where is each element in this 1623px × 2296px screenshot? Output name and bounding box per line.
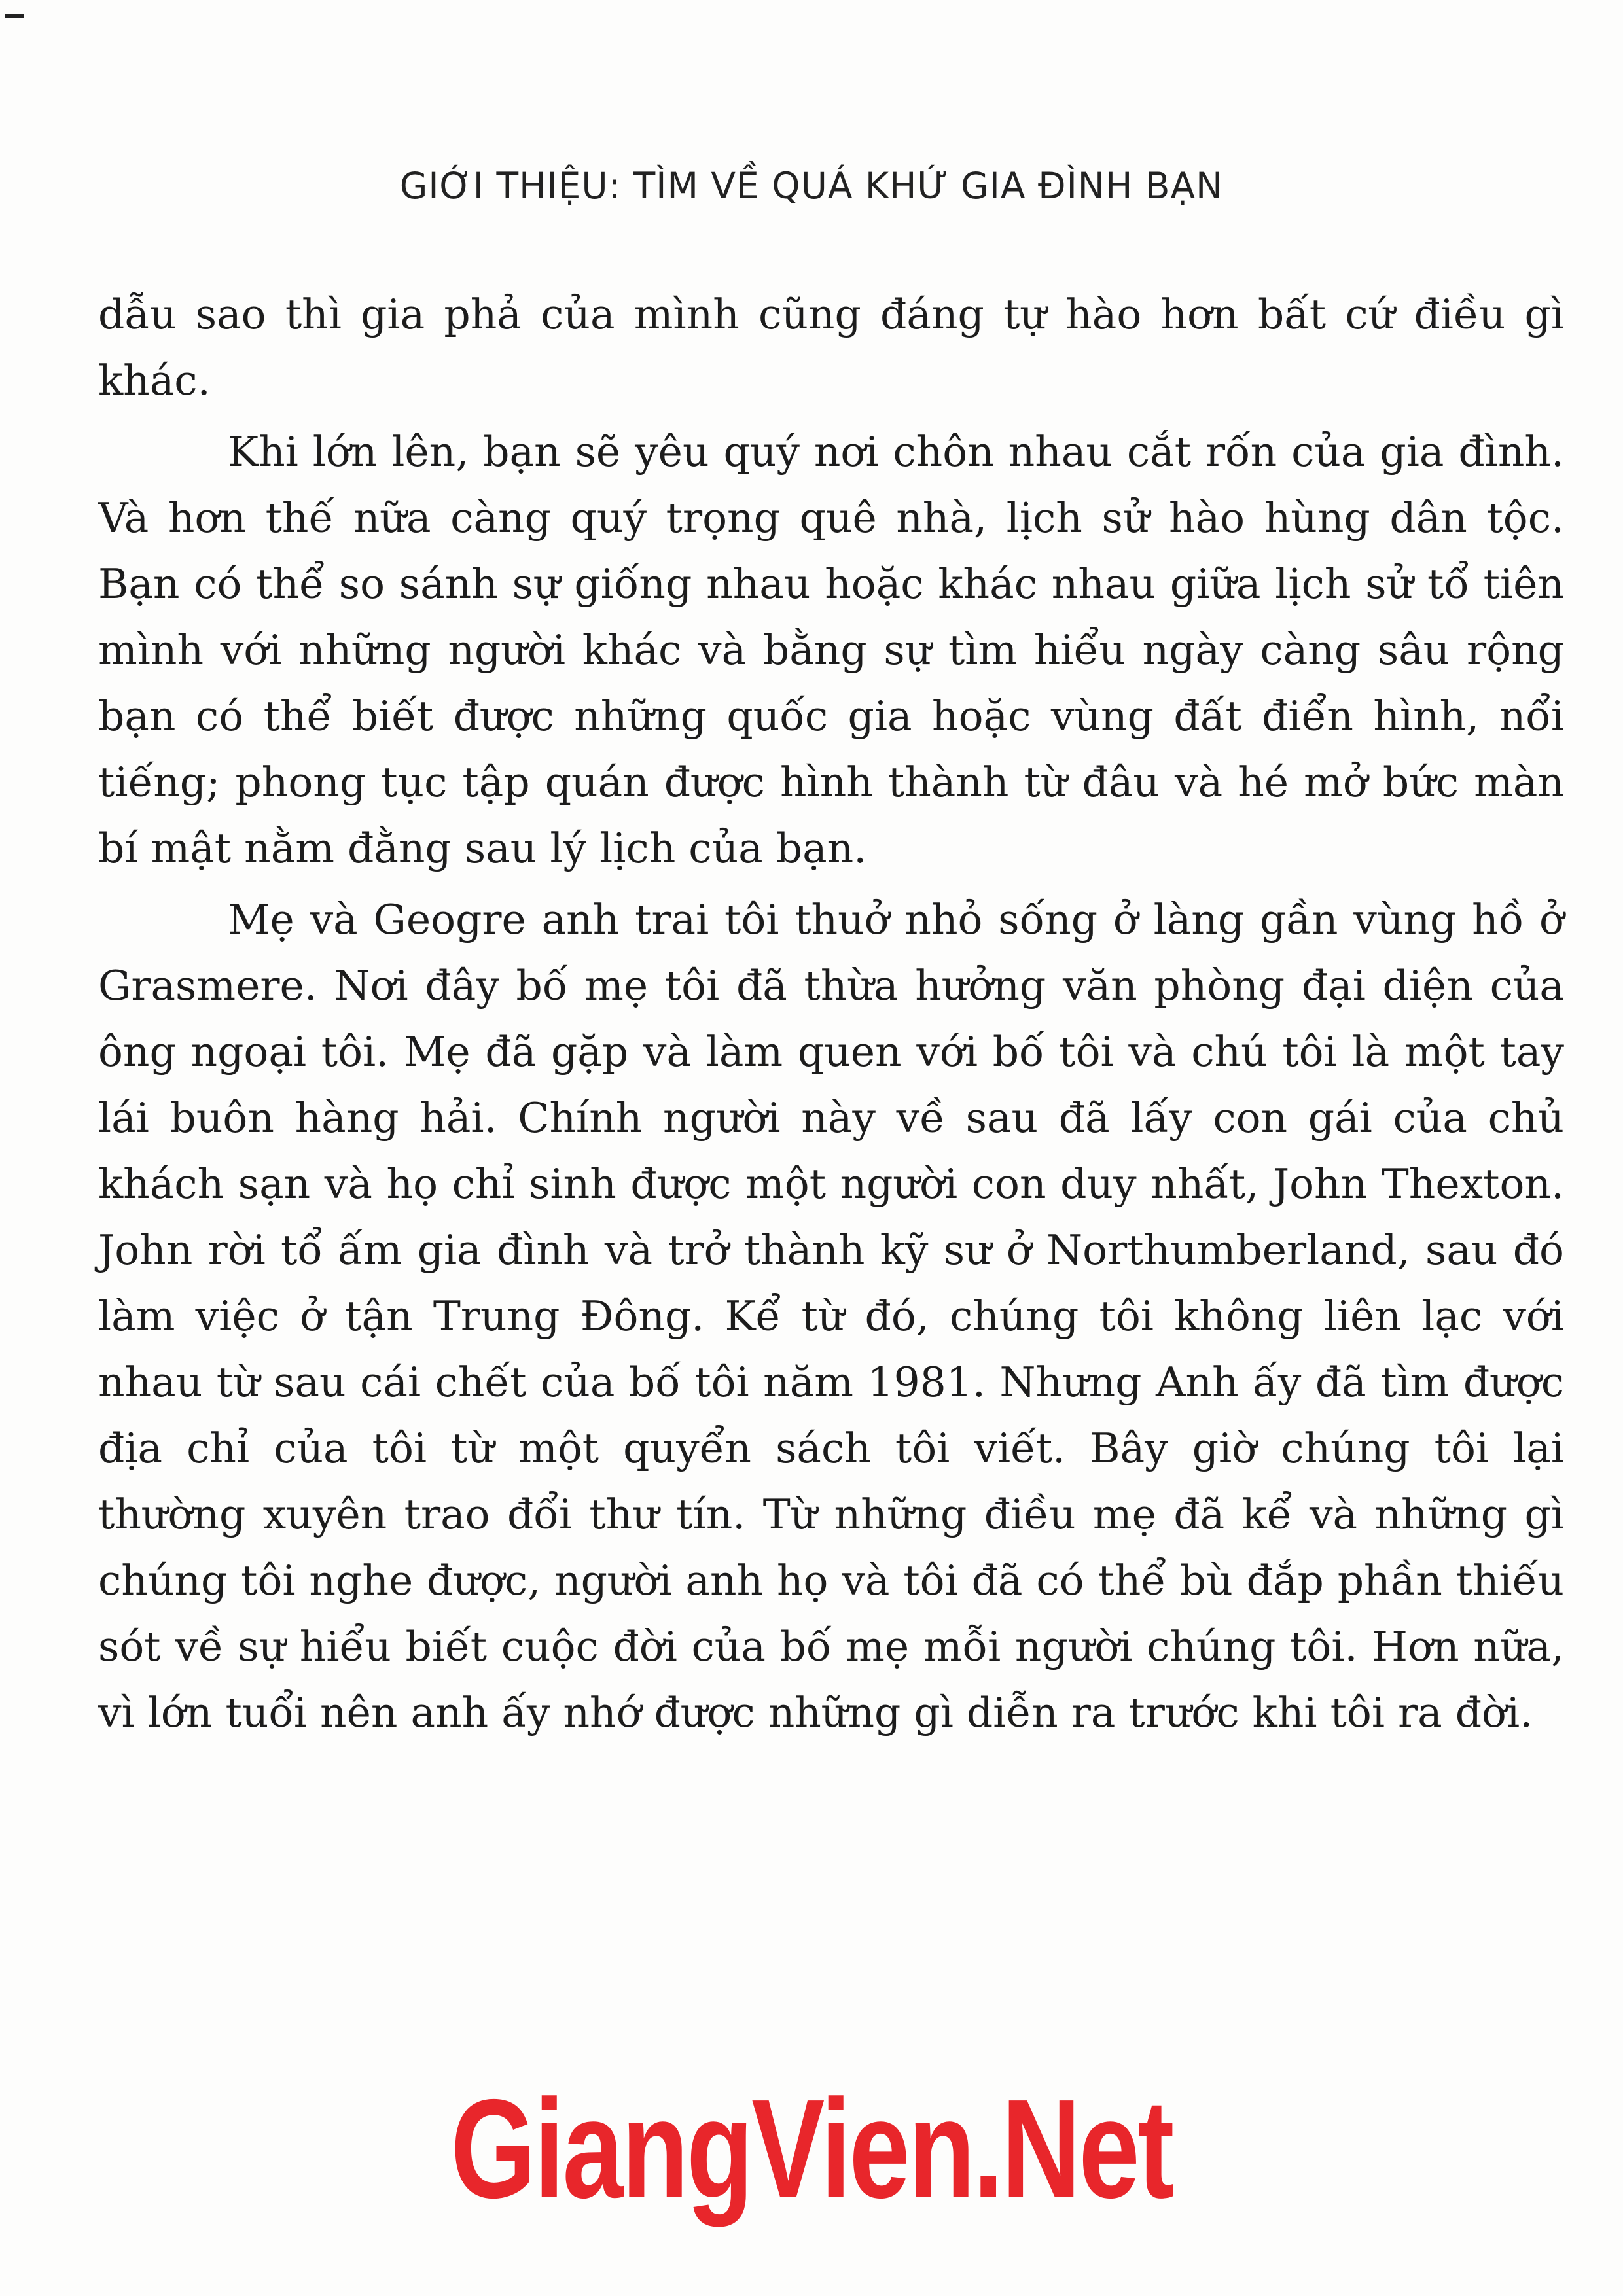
- body-text: [98, 281, 1564, 1746]
- scan-corner-mark: [5, 14, 24, 18]
- paragraph-continued: dẫu sao thì gia phả của mình cũng đáng tự hào hơn bất cứ điều gì khác.: [98, 291, 1564, 404]
- running-header: GIỚI THIỆU: TÌM VỀ QUÁ KHỨ GIA ĐÌNH BẠN: [399, 165, 1224, 207]
- paragraph: Mẹ và Geogre anh trai tôi thuở nhỏ sống ở làng gần vùng hồ ở Grasmere. Nơi đây bố mẹ tôi đã thừa hưởng văn phòng đại diện của ông ngoại tôi. Mẹ đã gặp và làm quen với bố tôi và chú tôi là một tay lái buôn hàng hải. Chính người này về sau đã lấy con gái của chủ khách sạn và họ chỉ sinh được một người con duy nhất, John Thexton. John rời tổ ấm gia đình và trở thành kỹ sư ở Northumberland, sau đó làm việc ở tận Trung Đông. Kể từ đó, chúng tôi không liên lạc với nhau từ sau cái chết của bố tôi năm 1981. Nhưng Anh ấy đã tìm được địa chỉ của tôi từ một quyển sách tôi viết. Bây giờ chúng tôi lại thường xuyên trao đổi thư tín. Từ những điều mẹ đã kể và những gì chúng tôi nghe được, người anh họ và tôi đã có thể bù đắp phần thiếu sót về sự hiểu biết cuộc đời của bố mẹ mỗi người chúng tôi. Hơn nữa, vì lớn tuổi nên anh ấy nhớ được những gì diễn ra trước khi tôi ra đời.: [98, 896, 1564, 1737]
- paragraph: Khi lớn lên, bạn sẽ yêu quý nơi chôn nhau cắt rốn của gia đình. Và hơn thế nữa càng quý trọng quê nhà, lịch sử hào hùng dân tộc. Bạn có thể so sánh sự giống nhau hoặc khác nhau giữa lịch sử tổ tiên mình với những người khác và bằng sự tìm hiểu ngày càng sâu rộng bạn có thể biết được những quốc gia hoặc vùng đất điển hình, nổi tiếng; phong tục tập quán được hình thành từ đâu và hé mở bức màn bí mật nằm đằng sau lý lịch của bạn.: [98, 428, 1564, 872]
- watermark-logo: GiangVien.Net: [450, 2070, 1173, 2227]
